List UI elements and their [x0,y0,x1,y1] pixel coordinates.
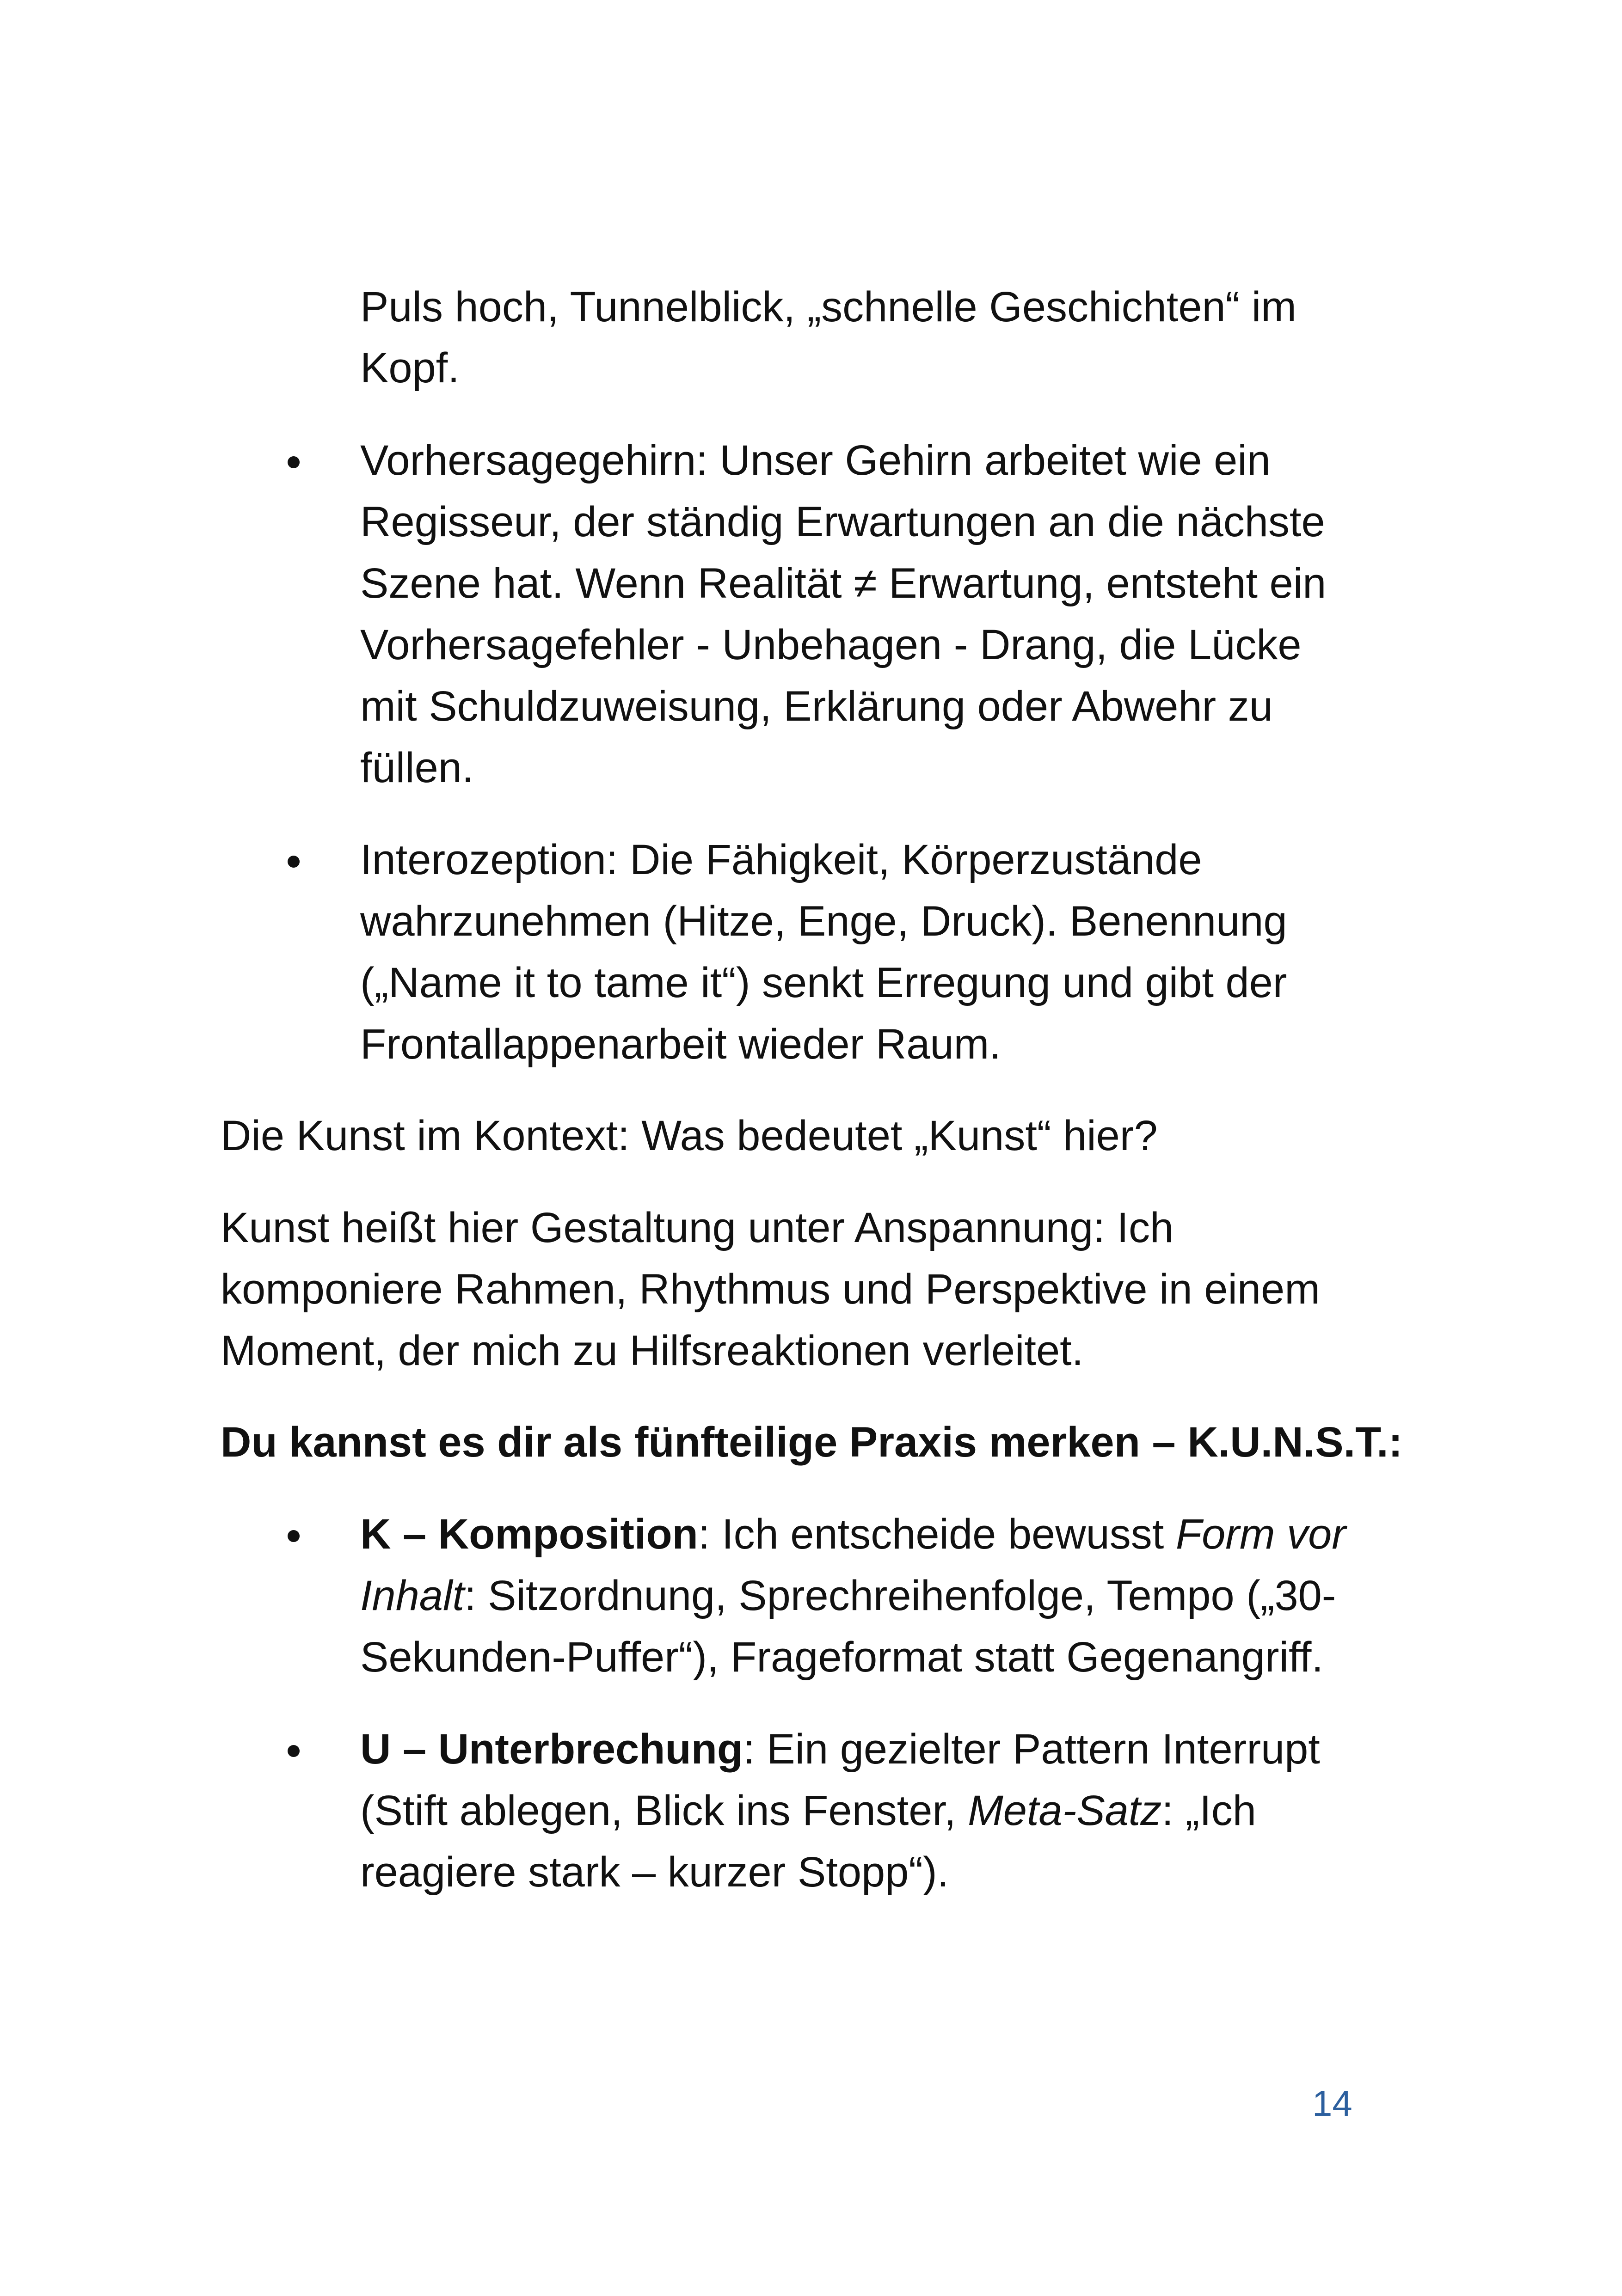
bullet-text-line: Szene hat. Wenn Realität ≠ Erwartung, entsteht ein [360,560,1327,607]
bullet-marker [288,1530,300,1542]
bullet-text-line: Interozeption: Die Fähigkeit, Körperzustände [360,836,1202,883]
bullet-text-line: füllen. [360,744,474,791]
bullet-u-line: reagiere stark – kurzer Stopp“). [360,1849,949,1896]
bullet-text-line: Vorhersagefehler - Unbehagen - Drang, die Lücke [360,621,1302,668]
bullet-marker [288,456,300,468]
definition-line: komponiere Rahmen, Rhythmus und Perspektive in einem [221,1266,1320,1313]
bullet-text-line: wahrzunehmen (Hitze, Enge, Druck). Benennung [360,898,1287,945]
bullet-marker [288,856,300,868]
definition-line: Kunst heißt hier Gestaltung unter Anspannung: Ich [221,1204,1174,1251]
bullet-k-line: Sekunden-Puffer“), Frageformat statt Gegenangriff. [360,1634,1324,1681]
bullet-text-line: Vorhersagegehirn: Unser Gehirn arbeitet wie ein [360,437,1271,484]
bullet-k-text: : Ich entscheide bewusst [698,1511,1176,1558]
bullet-u-text: (Stift ablegen, Blick ins Fenster, [360,1787,968,1834]
bullet-k-line [360,1565,1336,1627]
bullet-text-line: Frontallappenarbeit wieder Raum. [360,1021,1001,1068]
bullet-k-emphasis: Form vor [1175,1511,1346,1558]
bullet-u-line [360,1719,1320,1780]
bullet-u-text: : Ein gezielter Pattern Interrupt [743,1726,1320,1773]
bullet-u-term: U – Unterbrechung [360,1726,743,1773]
definition-line: Moment, der mich zu Hilfsreaktionen verleitet. [221,1327,1084,1374]
bullet-text-line: („Name it to tame it“) senkt Erregung und gibt der [360,959,1287,1006]
continuation-line: Kopf. [360,344,460,392]
practice-heading: Du kannst es dir als fünfteilige Praxis merken – K.U.N.S.T.: [221,1419,1403,1466]
bullet-u-line [360,1780,1256,1842]
bullet-marker [288,1745,300,1757]
page-number: 14 [1312,2083,1352,2124]
bullet-k-term: K – Komposition [360,1511,698,1558]
bullet-k-text: : Sitzordnung, Sprechreihenfolge, Tempo („30- [464,1572,1336,1619]
bullet-text-line: mit Schuldzuweisung, Erklärung oder Abwehr zu [360,683,1273,730]
bullet-text-line: Regisseur, der ständig Erwartungen an die nächste [360,498,1325,545]
section-question: Die Kunst im Kontext: Was bedeutet „Kunst“ hier? [221,1112,1158,1159]
bullet-k-line [360,1504,1346,1565]
bullet-k-emphasis: Inhalt [360,1572,465,1619]
bullet-u-emphasis: Meta-Satz [968,1787,1162,1834]
continuation-line: Puls hoch, Tunnelblick, „schnelle Geschichten“ im [360,283,1296,331]
bullet-u-text: : „Ich [1161,1787,1256,1834]
